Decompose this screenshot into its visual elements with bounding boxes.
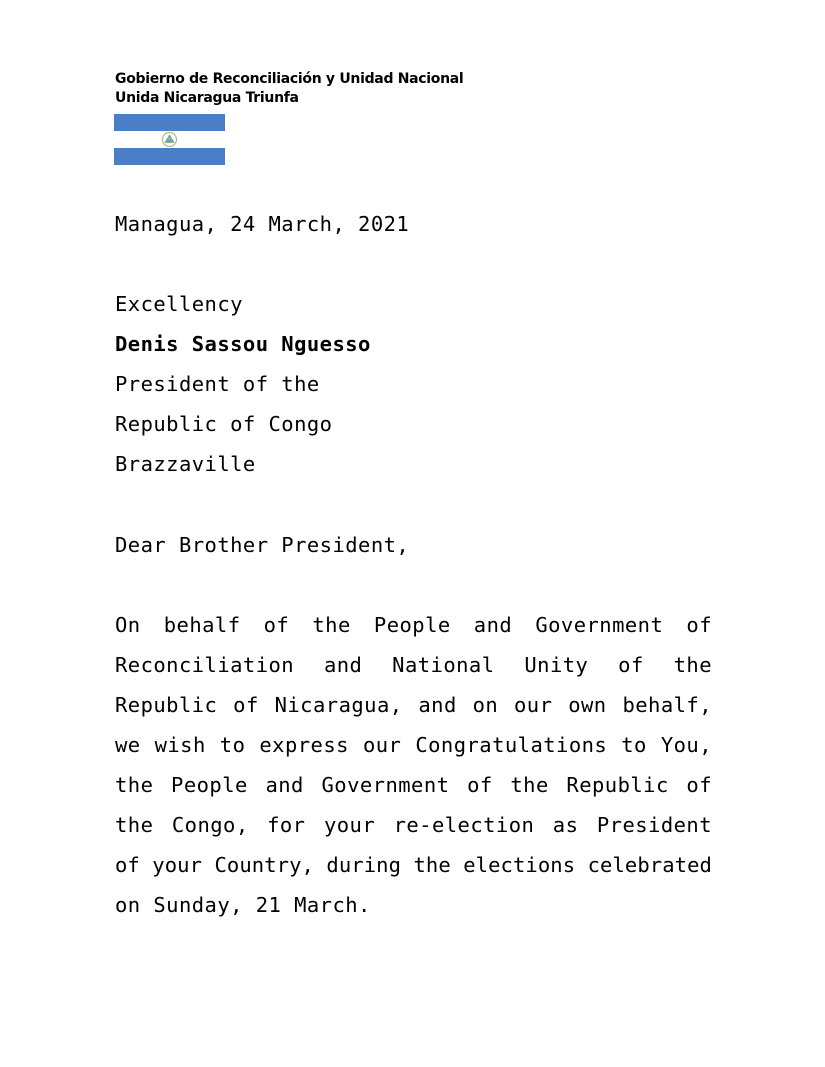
body-line: we wish to express our Congratulations to You, — [115, 733, 712, 757]
greeting: Dear Brother President, — [115, 533, 410, 557]
body-line: the Congo, for your re-election as President — [115, 813, 712, 837]
salutation-title: Excellency — [115, 292, 243, 316]
body-line: On behalf of the People and Government of — [115, 613, 712, 637]
body-line: Republic of Nicaragua, and on our own behalf, — [115, 693, 712, 717]
body-line: Reconciliation and National Unity of the — [115, 653, 712, 677]
recipient-title-line-2: Republic of Congo — [115, 412, 333, 436]
recipient-name: Denis Sassou Nguesso — [115, 332, 371, 356]
body-line: on Sunday, 21 March. — [115, 893, 371, 917]
recipient-city: Brazzaville — [115, 452, 256, 476]
body-line: of your Country, during the elections celebrated — [115, 853, 712, 877]
letter-body-paragraph — [115, 613, 712, 933]
body-line: the People and Government of the Republic of — [115, 773, 712, 797]
flag-top-stripe — [114, 114, 225, 131]
letterhead — [115, 70, 463, 108]
letterhead-slogan: Unida Nicaragua Triunfa — [115, 90, 299, 106]
recipient-title-line-1: President of the — [115, 372, 320, 396]
nicaragua-flag-icon — [114, 114, 225, 165]
flag-bottom-stripe — [114, 148, 225, 165]
letterhead-government-name: Gobierno de Reconciliación y Unidad Nacional — [115, 71, 464, 87]
place-and-date: Managua, 24 March, 2021 — [115, 212, 410, 236]
